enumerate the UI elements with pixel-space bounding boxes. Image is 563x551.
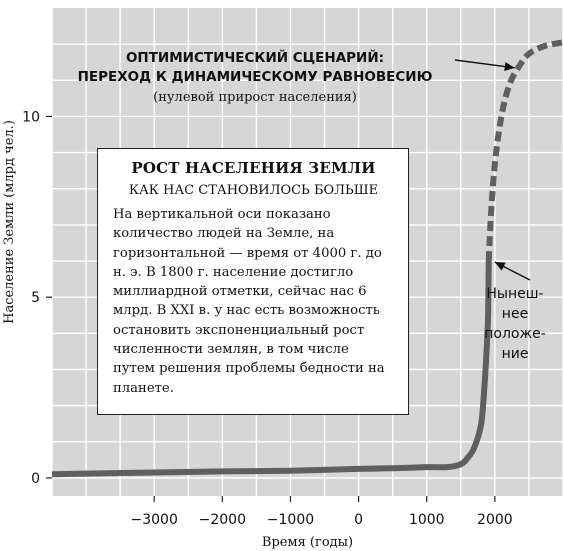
y-axis-label: Население Земли (млрд чел.) — [2, 120, 17, 324]
y-tick-label: 0 — [31, 470, 40, 487]
current-label-line4: ние — [501, 346, 529, 362]
x-tick-label: −2000 — [198, 512, 247, 528]
y-tick-label: 5 — [31, 290, 40, 307]
info-box-title: РОСТ НАСЕЛЕНИЯ ЗЕМЛИ — [131, 159, 376, 177]
x-tick-label: −1000 — [266, 512, 315, 528]
scenario-title-line2: ПЕРЕХОД К ДИНАМИЧЕСКОМУ РАВНОВЕСИЮ — [77, 69, 433, 85]
x-tick-label: 1000 — [408, 512, 445, 528]
y-tick-label: 10 — [22, 109, 40, 126]
scenario-subtitle: (нулевой прирост населения) — [153, 90, 357, 105]
info-box-text: На вертикальной оси показано количество людей на Земле, на горизонтальной — время от 4000 г. до н. э. В 1800 г. население достигло миллиардной отметки, сейчас нас 6 млрд. В XXI в. у нас есть возможность остановить экспоненциальный рост численности землян, в том числе путем решения проблемы бедности на планете. — [113, 207, 385, 396]
x-tick-label: −3000 — [130, 512, 178, 528]
current-label-line1: Нынеш- — [486, 286, 544, 302]
info-box — [97, 148, 409, 415]
scenario-title-line1: ОПТИМИСТИЧЕСКИЙ СЦЕНАРИЙ: — [125, 50, 385, 66]
current-label-line3: положе- — [484, 326, 546, 342]
current-label-line2: нее — [501, 306, 529, 322]
x-tick-label: 0 — [354, 512, 364, 528]
x-axis-label: Время (годы) — [261, 535, 354, 550]
x-tick-label: 2000 — [477, 512, 513, 528]
info-box-subtitle: КАК НАС СТАНОВИЛОСЬ БОЛЬШЕ — [128, 183, 379, 198]
